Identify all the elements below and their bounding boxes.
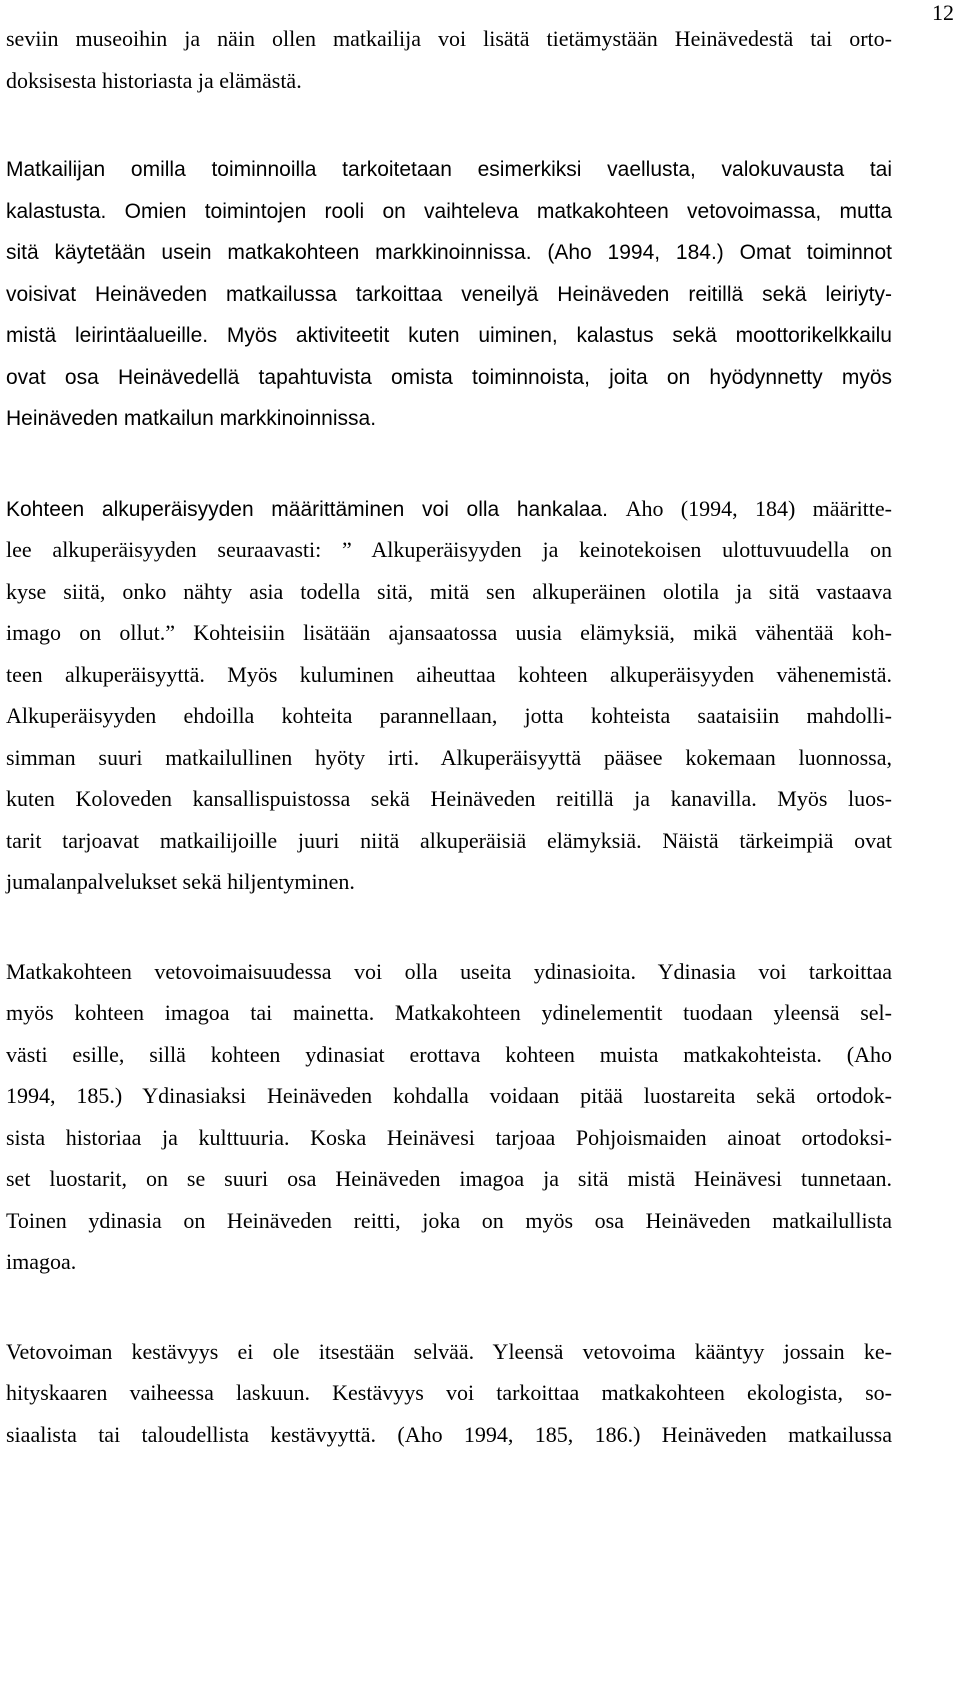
paragraph bbox=[6, 1331, 892, 1456]
text-line: sitä käytetään usein matkakohteen markkinoinnissa. (Aho 1994, 184.) Omat toiminnot bbox=[6, 241, 892, 264]
text-line: voisivat Heinäveden matkailussa tarkoittaa veneilyä Heinäveden reitillä sekä leiriyty- bbox=[6, 282, 892, 306]
text-line: Matkailijan omilla toiminnoilla tarkoitetaan esimerkiksi vaellusta, valokuvausta tai bbox=[6, 158, 892, 181]
document-body bbox=[6, 18, 892, 1503]
text-line: kalastusta. Omien toimintojen rooli on vaihteleva matkakohteen vetovoimassa, mutta bbox=[6, 199, 892, 223]
text-line: doksisesta historiasta ja elämästä. bbox=[6, 67, 302, 93]
text-line: ovat osa Heinävedellä tapahtuvista omista toiminnoista, joita on hyödynnetty myös bbox=[6, 365, 892, 389]
text-line: kuten Koloveden kansallispuistossa sekä Heinäveden reitillä ja kanavilla. Myös luos- bbox=[6, 786, 892, 811]
text-line: jumalanpalvelukset sekä hiljentyminen. bbox=[6, 869, 355, 894]
paragraph bbox=[6, 18, 892, 101]
paragraph bbox=[6, 951, 892, 1283]
text-line: Vetovoiman kestävyys ei ole itsestään selvää. Yleensä vetovoima kääntyy jossain ke- bbox=[6, 1338, 892, 1364]
text-line: Heinäveden matkailun markkinoinnissa. bbox=[6, 407, 377, 430]
paragraph bbox=[6, 488, 892, 903]
text-line: siaalista tai taloudellista kestävyyttä. (Aho 1994, 185, 186.) Heinäveden matkailussa bbox=[6, 1421, 892, 1447]
text-line: Toinen ydinasia on Heinäveden reitti, joka on myös osa Heinäveden matkailullista bbox=[6, 1207, 892, 1233]
text-line: sista historiaa ja kulttuuria. Koska Heinävesi tarjoaa Pohjoismaiden ainoat ortodoksi- bbox=[6, 1124, 892, 1150]
text-line: 1994, 185.) Ydinasiaksi Heinäveden kohdalla voidaan pitää luostareita sekä ortodok- bbox=[6, 1083, 892, 1108]
text-line: imago on ollut.” Kohteisiin lisätään ajansaatossa uusia elämyksiä, mikä vähentää koh- bbox=[6, 620, 892, 645]
text-line: imagoa. bbox=[6, 1249, 77, 1274]
text-line: Alkuperäisyyden ehdoilla kohteita parannellaan, jotta kohteista saataisiin mahdolli- bbox=[6, 703, 892, 728]
text-line: teen alkuperäisyyttä. Myös kuluminen aiheuttaa kohteen alkuperäisyyden vähenemistä. bbox=[6, 661, 892, 687]
page-number: 12 bbox=[932, 0, 954, 25]
text-line: myös kohteen imagoa tai mainetta. Matkakohteen ydinelementit tuodaan yleensä sel- bbox=[6, 1000, 892, 1025]
text-line: hityskaaren vaiheessa laskuun. Kestävyys voi tarkoittaa matkakohteen ekologista, so- bbox=[6, 1380, 892, 1405]
text-line: simman suuri matkailullinen hyöty irti. Alkuperäisyyttä pääsee kokemaan luonnossa, bbox=[6, 744, 892, 770]
text-line: Matkakohteen vetovoimaisuudessa voi olla useita ydinasioita. Ydinasia voi tarkoittaa bbox=[6, 958, 892, 984]
text-line: lee alkuperäisyyden seuraavasti: ” Alkuperäisyyden ja keinotekoisen ulottuvuudella on bbox=[6, 537, 892, 562]
text-line: Kohteen alkuperäisyyden määrittäminen voi olla hankalaa. Aho (1994, 184) määritte- bbox=[6, 495, 892, 521]
paragraph bbox=[6, 149, 892, 440]
text-line: mistä leirintäalueille. Myös aktiviteetit kuten uiminen, kalastus sekä moottorikelkkailu bbox=[6, 324, 892, 347]
text-line: västi esille, sillä kohteen ydinasiat erottava kohteen muista matkakohteista. (Aho bbox=[6, 1041, 892, 1067]
text-line: kyse siitä, onko nähty asia todella sitä, mitä sen alkuperäinen olotila ja sitä vastaava bbox=[6, 578, 892, 604]
text-line: tarit tarjoavat matkailijoille juuri niitä alkuperäisiä elämyksiä. Näistä tärkeimpiä ovat bbox=[6, 827, 892, 853]
text-line: set luostarit, on se suuri osa Heinäveden imagoa ja sitä mistä Heinävesi tunnetaan. bbox=[6, 1166, 892, 1191]
text-line: seviin museoihin ja näin ollen matkailija voi lisätä tietämystään Heinävedestä tai orto- bbox=[6, 26, 892, 51]
